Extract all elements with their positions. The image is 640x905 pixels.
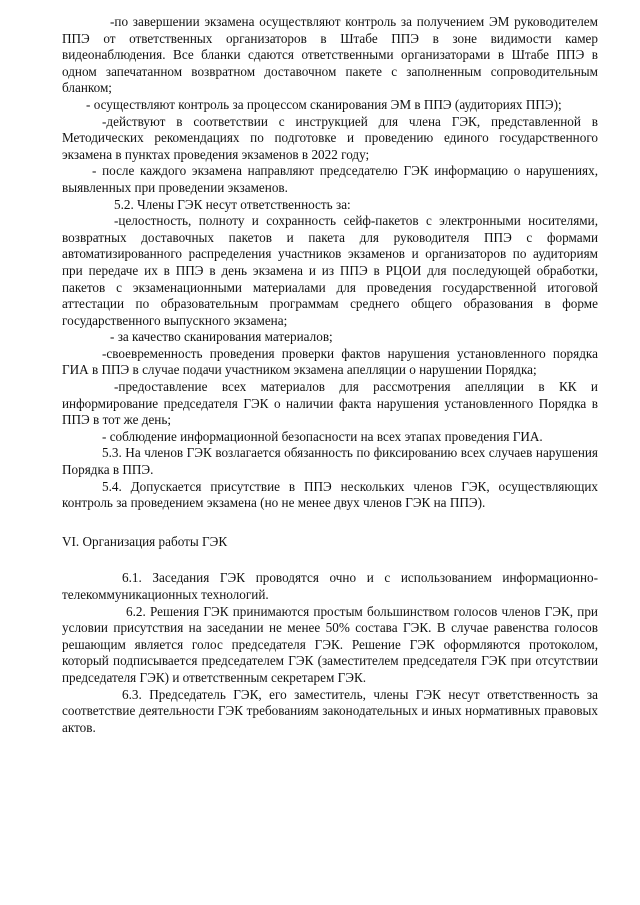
- paragraph: -действуют в соответствии с инструкцией для члена ГЭК, представленной в Методических рекомендациях по подготовке и проведению единого государственного экзамена в пунктах проведения экзаменов в 2022 году;: [62, 113, 598, 162]
- paragraph: -своевременность проведения проверки фактов нарушения установленного порядка ГИА в ППЭ в случае подачи участником экзамена апелляции о нарушении Порядка;: [62, 345, 598, 378]
- paragraph: 6.3. Председатель ГЭК, его заместитель, члены ГЭК несут ответственность за соответствие деятельности ГЭК требованиям законодательных и иных нормативных правовых актов.: [62, 686, 598, 735]
- section-6-body: [62, 570, 598, 736]
- paragraph: 5.2. Члены ГЭК несут ответственность за:: [114, 196, 351, 212]
- paragraph: -целостность, полноту и сохранность сейф-пакетов с электронными носителями, возвратных доставочных пакетов и пакета для руководителя ППЭ с формами автоматизированного распределения участников экзаменов и организаторов по аудиториям при передаче их в ППЭ в день экзамена и из ППЭ в РЦОИ для последующей обработки, пакетов с экзаменационными материалами для проведения государственной итоговой аттестации по образовательным программам среднего общего образования в форме государственного выпускного экзамена;: [62, 213, 598, 328]
- paragraph: - после каждого экзамена направляют председателю ГЭК информацию о нарушениях, выявленных при проведении экзаменов.: [62, 163, 598, 195]
- paragraph: 6.1. Заседания ГЭК проводятся очно и с использованием информационно-телекоммуникационных технологий.: [62, 570, 598, 602]
- section-5-continuation: [62, 14, 598, 512]
- paragraph: - за качество сканирования материалов;: [110, 329, 333, 345]
- paragraph: 5.4. Допускается присутствие в ППЭ нескольких членов ГЭК, осуществляющих контроль за проведением экзамена (но не менее двух членов ГЭК на ППЭ).: [62, 478, 598, 511]
- section-heading: VI. Организация работы ГЭК: [62, 533, 228, 549]
- paragraph: 6.2. Решения ГЭК принимаются простым большинством голосов членов ГЭК, при условии присутствия на заседании не менее 50% состава ГЭК. В случае равенства голосов решающим является голос председателя ГЭК. Решение ГЭК оформляются протоколом, который подписывается председателем ГЭК (заместителем председателя ГЭК при отсутствии председателя ГЭК) и ответственным секретарем ГЭК.: [62, 603, 598, 685]
- paragraph: - соблюдение информационной безопасности на всех этапах проведения ГИА.: [102, 428, 543, 444]
- paragraph: -по завершении экзамена осуществляют контроль за получением ЭМ руководителем ППЭ от ответственных организаторов в Штабе ППЭ в зоне видимости камер видеонаблюдения. Все бланки сдаются ответственными организаторами в Штабе ППЭ в одном запечатанном возвратном доставочном пакете с заполненным сопроводительным бланком;: [62, 14, 598, 96]
- paragraph: - осуществляют контроль за процессом сканирования ЭМ в ППЭ (аудиториях ППЭ);: [86, 96, 562, 112]
- paragraph: 5.3. На членов ГЭК возлагается обязанность по фиксированию всех случаев нарушения Порядка в ППЭ.: [62, 445, 598, 478]
- paragraph: -предоставление всех материалов для рассмотрения апелляции в КК и информирование председателя ГЭК о наличии факта нарушения установленного Порядка в ППЭ в тот же день;: [62, 379, 598, 428]
